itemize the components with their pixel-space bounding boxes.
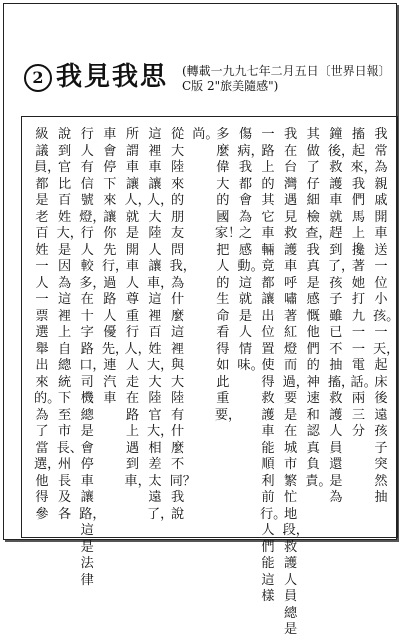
source-line-1: (轉載一九九七年二月五日〔世界日報〕 bbox=[182, 64, 391, 78]
page-frame bbox=[3, 3, 400, 637]
text-column: 鐘後，救護車就趕到了，孩子雖已不抽搐，救護人員還是為 bbox=[327, 127, 355, 505]
section-number: 2 bbox=[24, 64, 52, 92]
text-column: 多麼偉大的國家！把人的生命看得如此重要， bbox=[214, 127, 242, 423]
source-line-2: C版 2"旅美隨感") bbox=[182, 79, 279, 93]
text-column: 尚。 bbox=[192, 127, 219, 142]
text-column: 級議員，都是老百姓一人一票選舉出來的。為了當選，他得參 bbox=[34, 127, 61, 522]
text-column: 我常為親戚開車送一位小孩。一天，起床後遠孩子突然抽 bbox=[373, 127, 400, 505]
article-body bbox=[21, 116, 400, 637]
text-column: 其做了仔細檢查，我真是感慨他們的神速和認真負責。 bbox=[305, 127, 332, 489]
text-column: 從大陸來的朋友問我，為什麼這裡與大陸有什麼不同？我說 bbox=[169, 127, 196, 522]
source-note bbox=[182, 64, 391, 94]
text-column: 搐起來，我們馬上攙著她打九一一電話。兩三分 bbox=[350, 127, 377, 439]
article-title: 我見我思 bbox=[56, 62, 169, 92]
text-column: 行人有信號燈，行人較多，在十字路口，司機總是會停車讓路，這是法律 bbox=[79, 127, 106, 588]
article-header bbox=[24, 62, 394, 102]
text-column: 所謂車讓人，就是開車人尊重行人，人走在路上遇到車， bbox=[124, 127, 151, 489]
text-column: 車會停下來讓你先行，過路人優先，連汽車 bbox=[101, 127, 129, 406]
text-column: 我在台灣遇見救護車呼嘯著紅燈而過，要是在城市繁忙地段，救護人員總是 bbox=[282, 127, 309, 637]
text-column: 這裡車讓人，大陸人讓車，這裡百姓大，大陸官大，相差太遠了， bbox=[147, 127, 174, 522]
text-column: 一路上的其它車輛竟都讓出位置使得救護車能順利前行。人們能這樣 bbox=[260, 127, 287, 604]
text-column: 傷病，我都會為之感動。這就是人情味。 bbox=[237, 127, 264, 373]
text-column: 說到官比百姓大，是因為這裡上自總統下至市長、州長及各 bbox=[56, 127, 83, 522]
